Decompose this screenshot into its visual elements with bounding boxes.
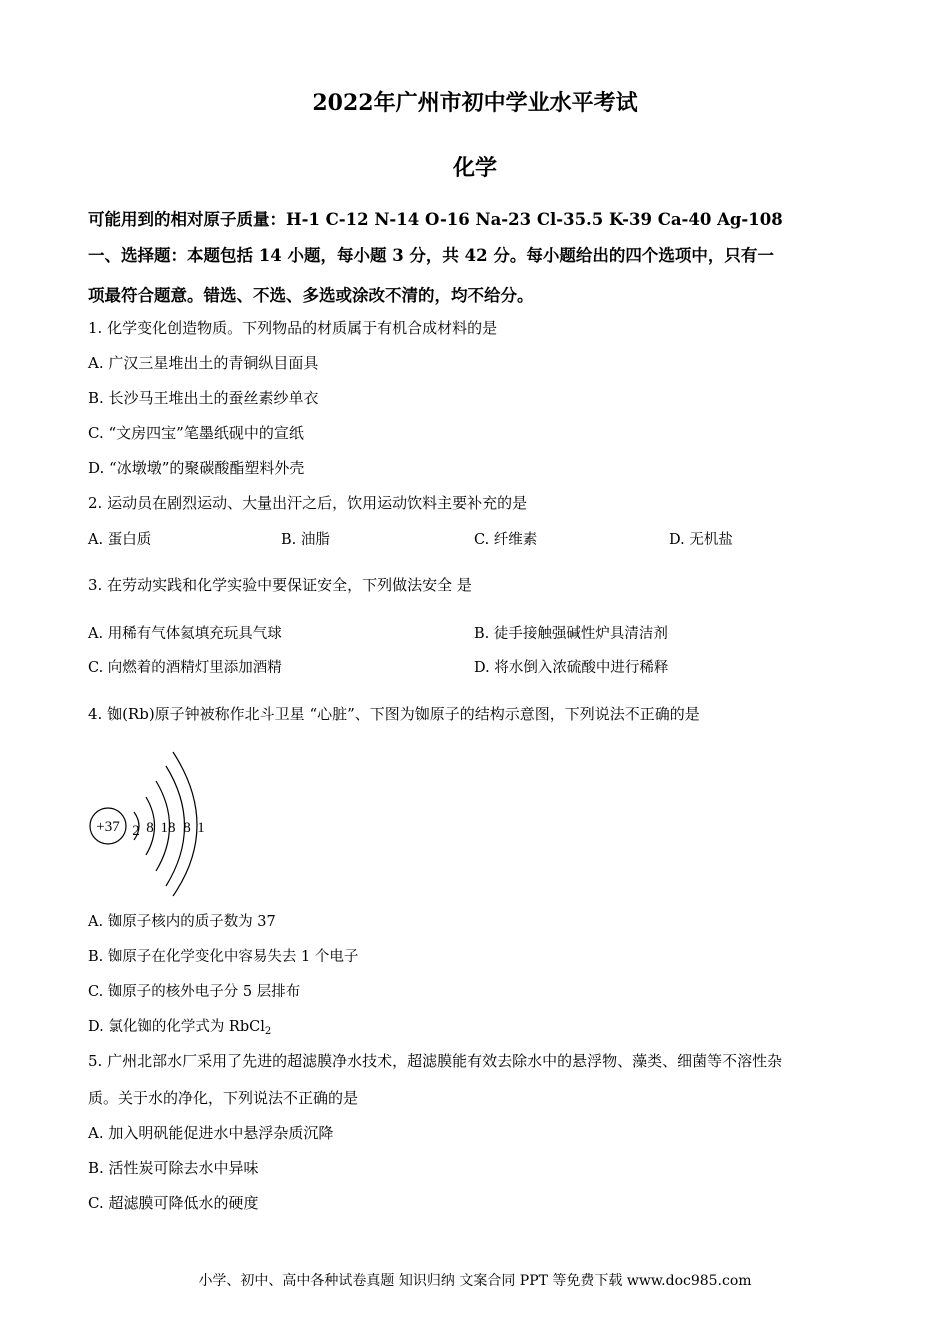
rubidium-atom-structure-diagram bbox=[86, 748, 216, 898]
question-4-stem: 4. 铷(Rb)原子钟被称作北斗卫星 “心脏”、下图为铷原子的结构示意图，下列说法不正确的是 bbox=[88, 705, 700, 723]
question-3-stem: 3. 在劳动实践和化学实验中要保证安全，下列做法安全 是 bbox=[88, 576, 472, 594]
question-5-stem-line2: 质。关于水的净化，下列说法不正确的是 bbox=[88, 1089, 359, 1107]
nucleus-charge: +37 bbox=[96, 819, 120, 835]
exam-title: 2022年广州市初中学业水平考试 bbox=[312, 90, 638, 116]
question-1-option-b: B. 长沙马王堆出土的蚕丝素纱单衣 bbox=[88, 389, 319, 407]
question-1-option-a: A. 广汉三星堆出土的青铜纵目面具 bbox=[88, 354, 319, 372]
shell-electron-count-5: 1 bbox=[197, 820, 205, 836]
question-5-option-b: B. 活性炭可除去水中异味 bbox=[88, 1159, 259, 1177]
subject-title: 化学 bbox=[452, 155, 497, 181]
question-5-stem-line1: 5. 广州北部水厂采用了先进的超滤膜净水技术，超滤膜能有效去除水中的悬浮物、藻类、细菌等不溶性杂 bbox=[88, 1052, 783, 1070]
question-3-option-b: B. 徒手接触强碱性炉具清洁剂 bbox=[474, 626, 668, 642]
question-4-option-c: C. 铷原子的核外电子分 5 层排布 bbox=[88, 984, 301, 1000]
question-1-option-d: D. “冰墩墩”的聚碳酸酯塑料外壳 bbox=[88, 459, 305, 477]
question-2-stem: 2. 运动员在剧烈运动、大量出汗之后，饮用运动饮料主要补充的是 bbox=[88, 494, 528, 512]
section-instructions-line1: 一、选择题：本题包括 14 小题，每小题 3 分，共 42 分。每小题给出的四个选项中，只有一 bbox=[88, 246, 774, 265]
section-instructions-line2: 项最符合题意。错选、不选、多选或涂改不清的，均不给分。 bbox=[88, 286, 534, 305]
rbcl2-subscript: 2 bbox=[264, 1026, 272, 1037]
question-2-option-c: C. 纤维素 bbox=[474, 532, 538, 548]
question-1-option-c: C. “文房四宝”笔墨纸砚中的宣纸 bbox=[88, 424, 304, 442]
shell-electron-count-2: 8 bbox=[146, 820, 154, 836]
question-3-option-d: D. 将水倒入浓硫酸中进行稀释 bbox=[474, 660, 669, 676]
question-3-option-c: C. 向燃着的酒精灯里添加酒精 bbox=[88, 660, 282, 676]
question-4-option-d bbox=[88, 1015, 271, 1037]
question-1-stem: 1. 化学变化创造物质。下列物品的材质属于有机合成材料的是 bbox=[88, 319, 498, 337]
question-2-option-d: D. 无机盐 bbox=[669, 532, 733, 548]
question-4-option-a: A. 铷原子核内的质子数为 37 bbox=[88, 914, 276, 930]
page-footer: 小学、初中、高中各种试卷真题 知识归纳 文案合同 PPT 等免费下载 www.doc985.com bbox=[198, 1273, 752, 1289]
question-4-option-b: B. 铷原子在化学变化中容易失去 1 个电子 bbox=[88, 949, 359, 965]
shell-electron-count-1: 2 bbox=[132, 823, 140, 839]
question-3-option-a: A. 用稀有气体氦填充玩具气球 bbox=[88, 626, 282, 642]
question-2-option-a: A. 蛋白质 bbox=[88, 532, 152, 548]
question-5-option-a: A. 加入明矾能促进水中悬浮杂质沉降 bbox=[88, 1124, 334, 1142]
shell-electron-count-3: 18 bbox=[160, 820, 176, 836]
shell-electron-count-4: 8 bbox=[183, 820, 191, 836]
question-2-option-b: B. 油脂 bbox=[281, 532, 330, 548]
question-5-option-c: C. 超滤膜可降低水的硬度 bbox=[88, 1194, 259, 1212]
question-4-option-d-text: D. 氯化铷的化学式为 RbCl bbox=[88, 1019, 265, 1035]
atomic-masses: 可能用到的相对原子质量：H-1 C-12 N-14 O-16 Na-23 Cl-35.5 K-39 Ca-40 Ag-108 bbox=[88, 210, 783, 229]
